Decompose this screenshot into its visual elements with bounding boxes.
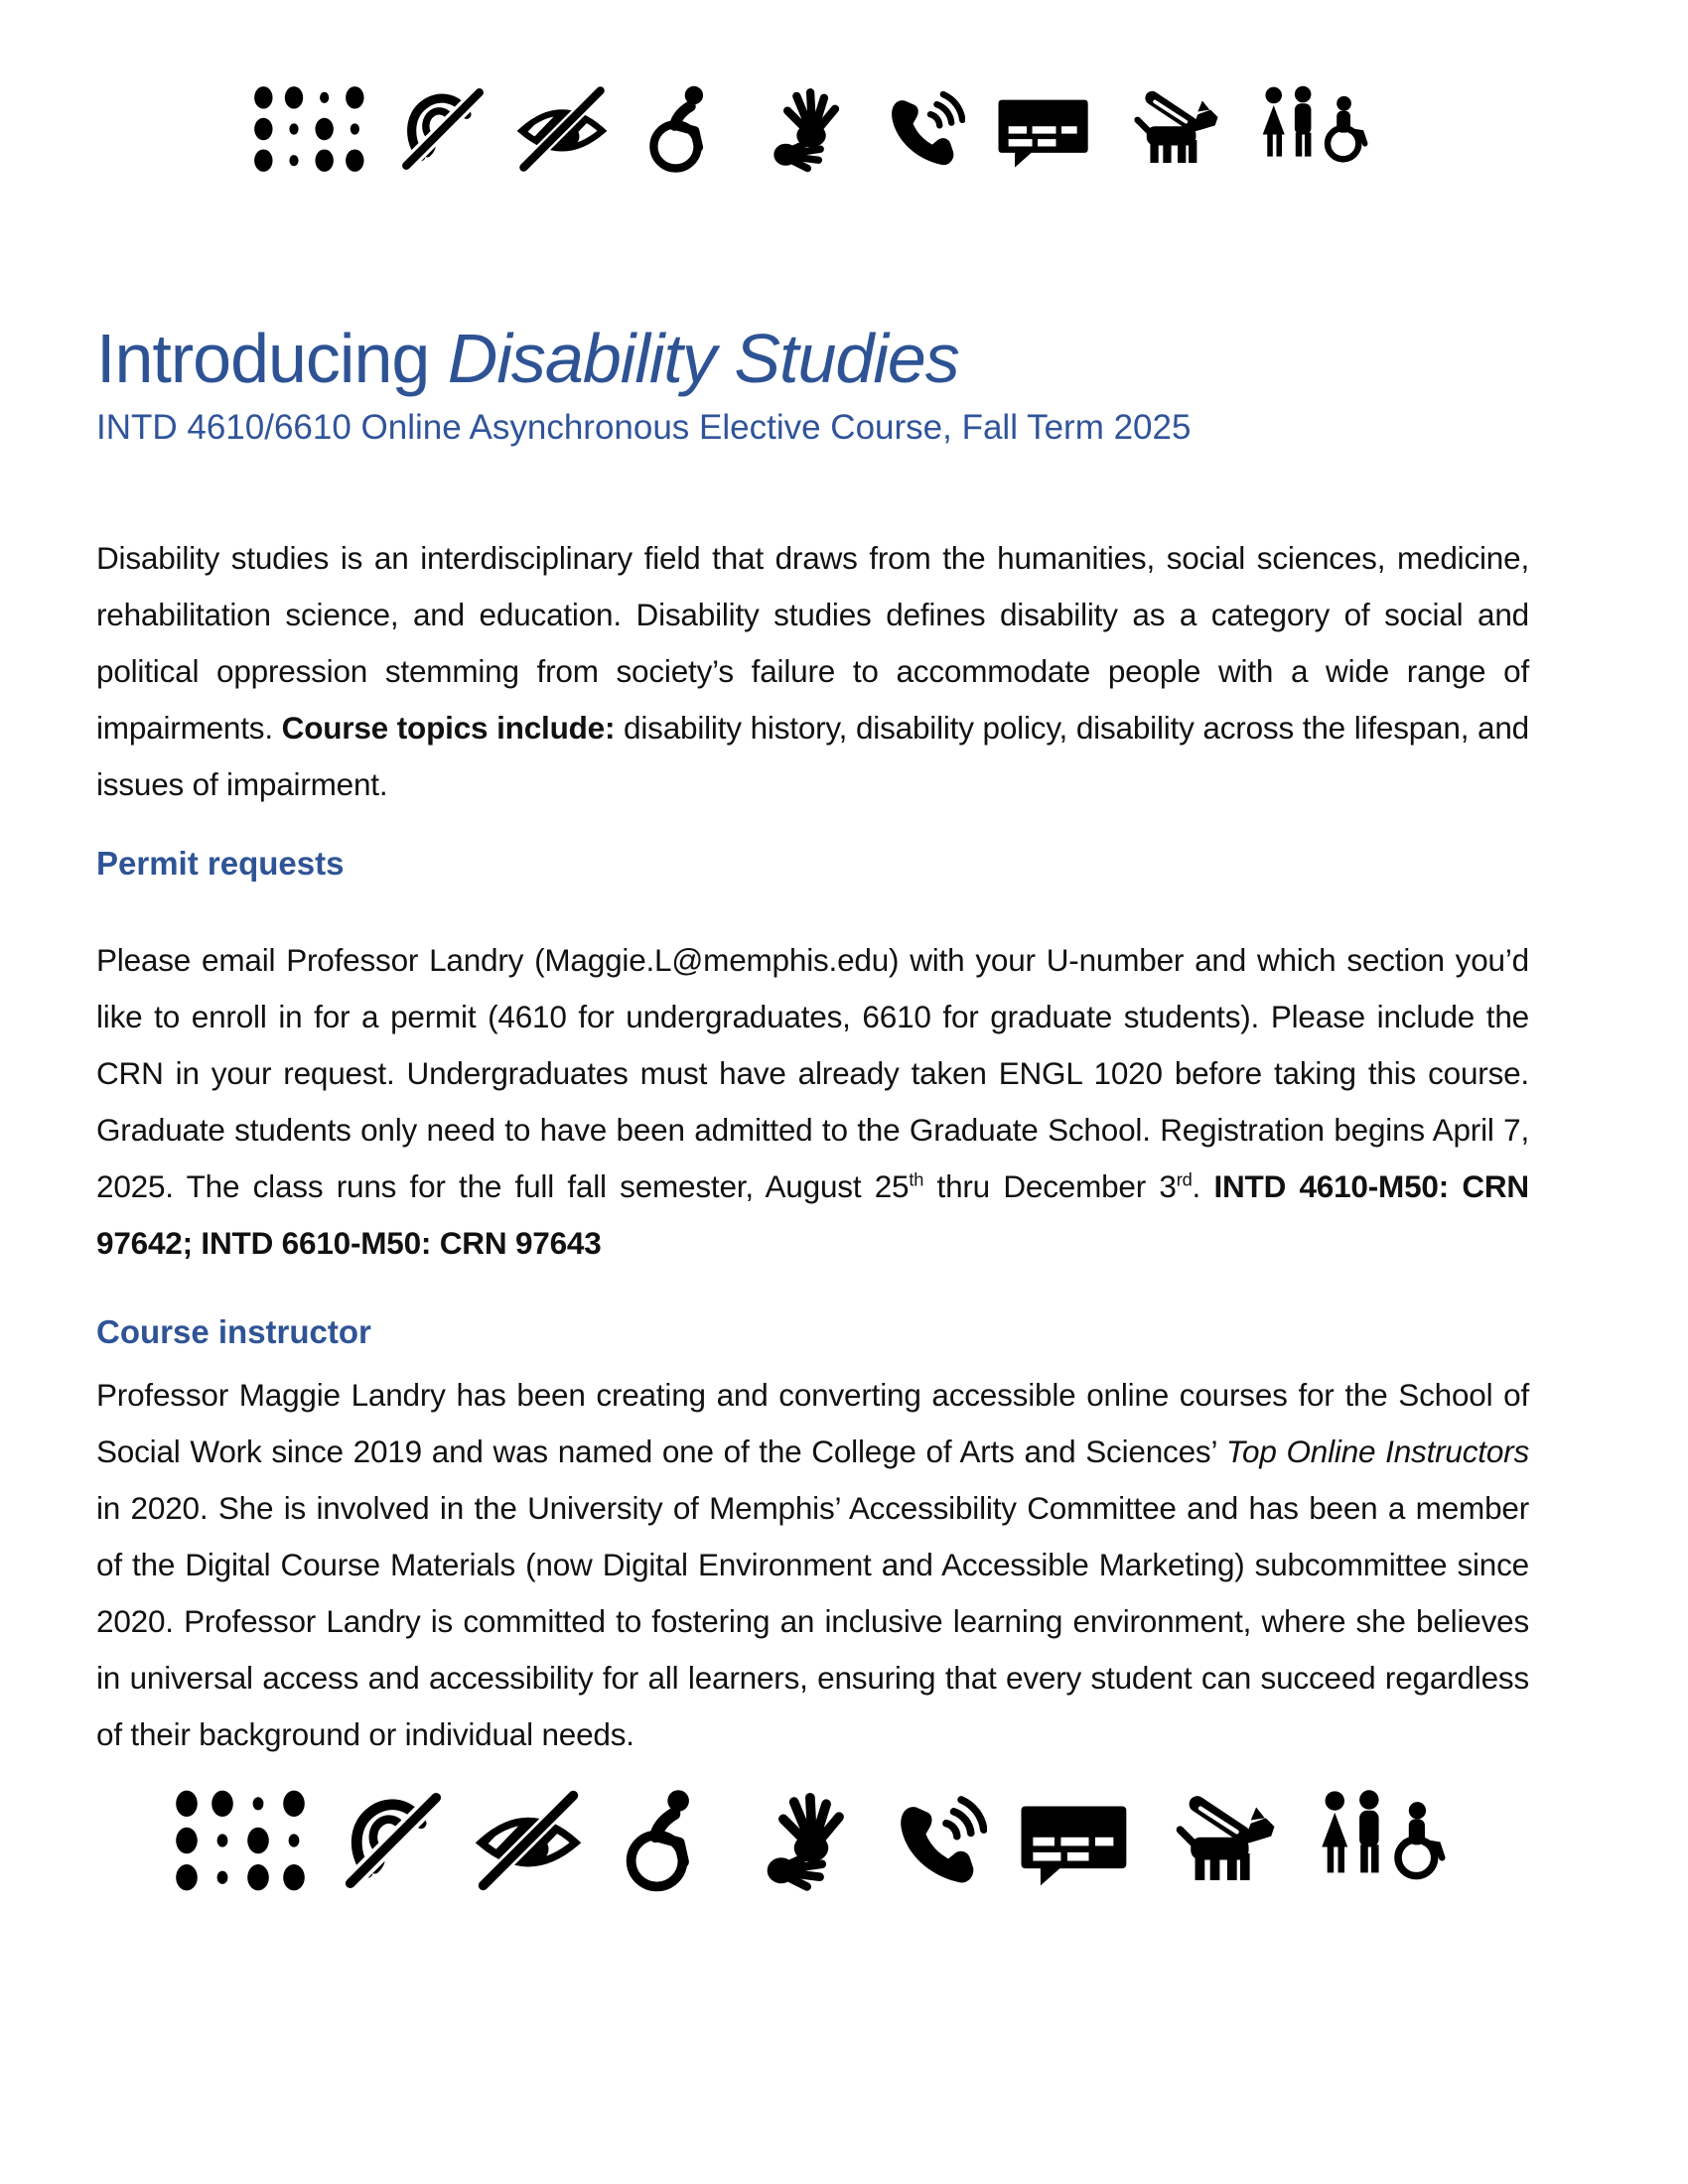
deaf-icon bbox=[340, 1787, 447, 1894]
page-title: Introducing Disability Studies bbox=[96, 320, 959, 397]
course-subtitle: INTD 4610/6610 Online Asynchronous Elective Course, Fall Term 2025 bbox=[96, 408, 1192, 447]
deaf-icon bbox=[397, 83, 489, 175]
braille-icon bbox=[248, 83, 370, 175]
document-content bbox=[96, 83, 1529, 1894]
blind-icon bbox=[516, 83, 608, 175]
permit-requests-paragraph: Please email Professor Landry (Maggie.L@memphis.edu) with your U-number and which section you’d like to enroll in for a permit (4610 for undergraduates, 6610 for graduate students). Please include the CRN in your request. Undergraduates must have already taken ENGL 1020 before taking this course. Graduate students only need to have been admitted to the Graduate School. Registration begins April 7, 2025. The class runs for the full fall semester, August 25th thru December 3rd. INTD 4610-M50: CRN 97642; INTD 6610-M50: CRN 97643 bbox=[96, 942, 1529, 1261]
section-heading-course-instructor: Course instructor bbox=[96, 1313, 371, 1350]
service-dog-icon bbox=[1161, 1787, 1290, 1894]
section-heading-permit-requests: Permit requests bbox=[96, 845, 345, 882]
sign-language-icon bbox=[745, 1787, 852, 1894]
braille-icon bbox=[169, 1787, 312, 1894]
closed-captioning-icon bbox=[1015, 1787, 1133, 1894]
wheelchair-icon bbox=[610, 1787, 717, 1894]
people-group-icon bbox=[1259, 83, 1378, 175]
accessibility-icon-row-bottom bbox=[96, 1785, 1529, 1894]
blind-icon bbox=[475, 1787, 582, 1894]
people-group-icon bbox=[1318, 1787, 1457, 1894]
accessibility-icon-row-top bbox=[96, 83, 1529, 175]
sign-language-icon bbox=[755, 83, 846, 175]
closed-captioning-icon bbox=[993, 83, 1093, 175]
phone-volume-icon bbox=[874, 83, 965, 175]
service-dog-icon bbox=[1121, 83, 1230, 175]
wheelchair-icon bbox=[635, 83, 727, 175]
course-instructor-paragraph: Professor Maggie Landry has been creating and converting accessible online courses for the School of Social Work since 2019 and was named one of the College of Arts and Sciences’ Top Online Instructors in 2020. She is involved in the University of Memphis’ Accessibility Committee and has been a member of the Digital Course Materials (now Digital Environment and Accessible Marketing) subcommittee since 2020. Professor Landry is committed to fostering an inclusive learning environment, where she believes in universal access and accessibility for all learners, ensuring that every student can succeed regardless of their background or individual needs. bbox=[96, 1377, 1530, 1752]
phone-volume-icon bbox=[880, 1787, 987, 1894]
intro-paragraph: Disability studies is an interdisciplinary field that draws from the humanities, social sciences, medicine, rehabilitation science, and education. Disability studies defines disability as a category of social and political oppression stemming from society’s failure to accommodate people with a wide range of impairments. Course topics include: disability history, disability policy, disability across the lifespan, and issues of impairment. bbox=[96, 540, 1529, 802]
